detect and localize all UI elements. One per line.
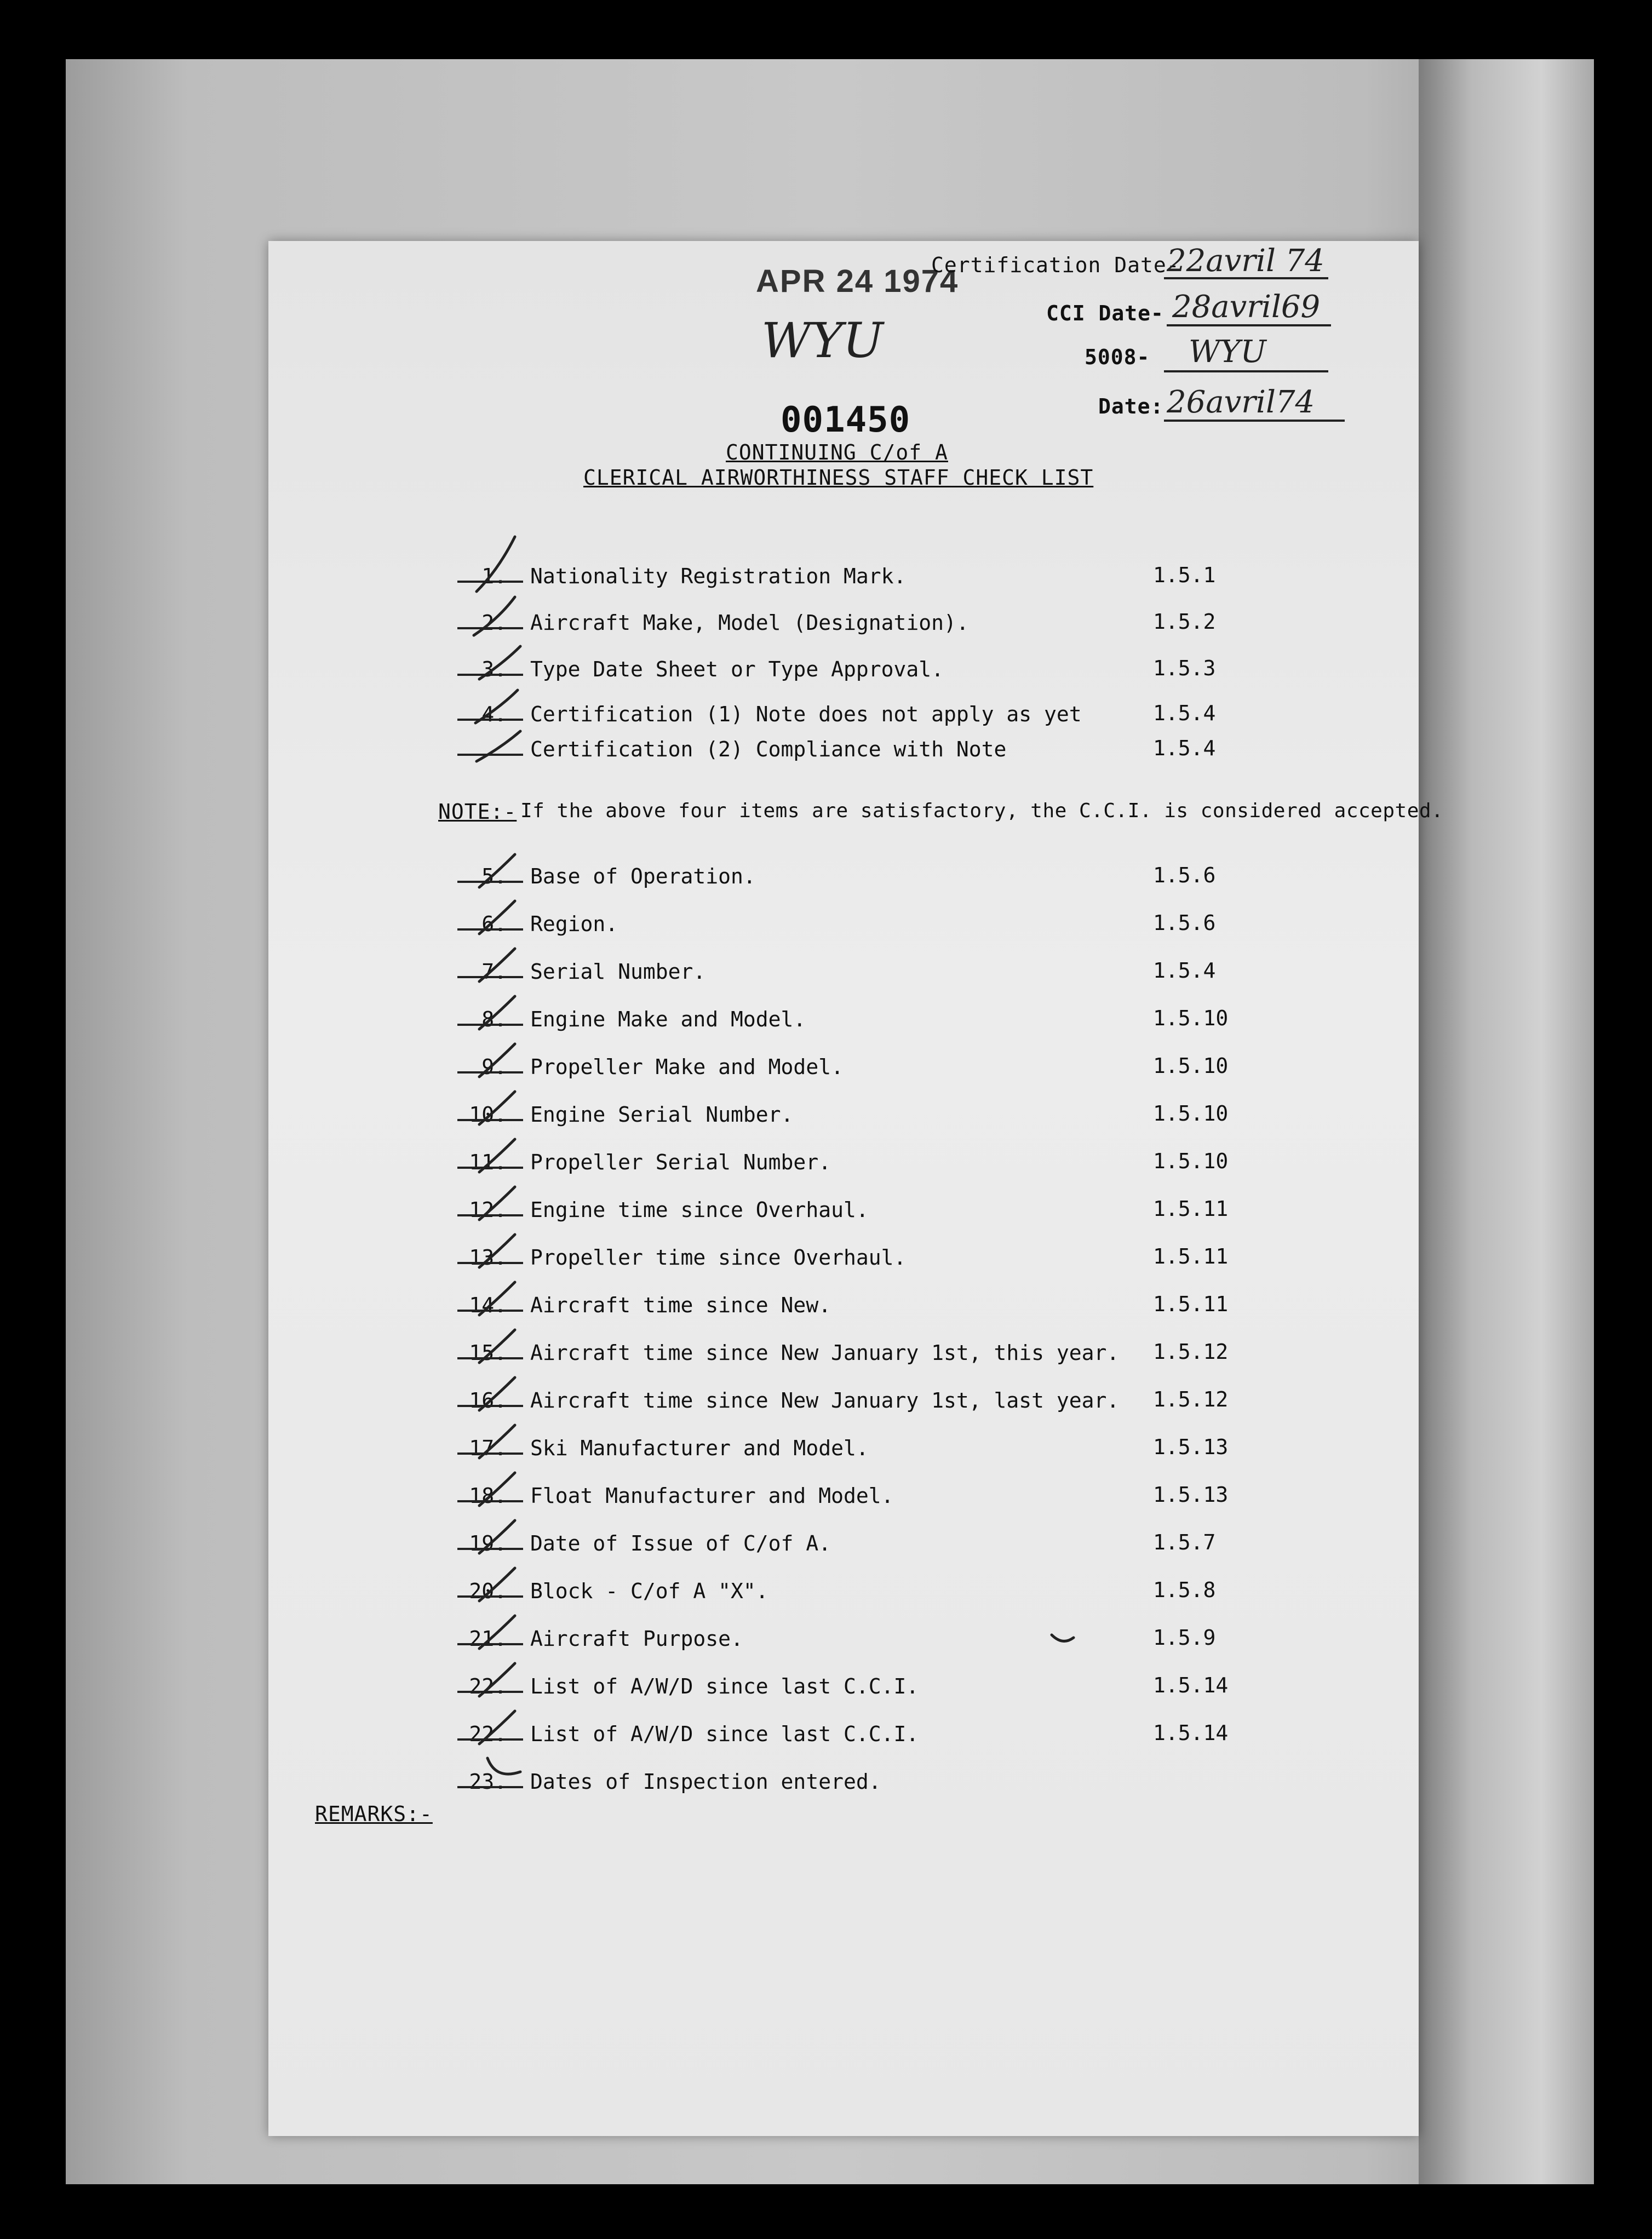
item-number: 4. bbox=[481, 702, 507, 726]
item-text: List of A/W/D since last C.C.I. bbox=[530, 1674, 919, 1698]
item-text: Base of Operation. bbox=[530, 864, 756, 888]
item-number: 11. bbox=[469, 1150, 507, 1174]
checkmark-strokes bbox=[474, 537, 1074, 1774]
item-reference: 1.5.14 bbox=[1153, 1673, 1229, 1697]
item-reference: 1.5.10 bbox=[1153, 1006, 1229, 1030]
item-number: 10. bbox=[469, 1103, 507, 1127]
item-reference: 1.5.7 bbox=[1153, 1530, 1216, 1554]
checklist-document bbox=[268, 241, 1444, 2136]
form-5008-label: 5008- bbox=[1085, 345, 1150, 369]
handwritten-checkmarks bbox=[268, 241, 1419, 2136]
item-reference: 1.5.10 bbox=[1153, 1101, 1229, 1126]
item-text: Aircraft time since New. bbox=[530, 1293, 831, 1317]
item-text: Engine time since Overhaul. bbox=[530, 1198, 869, 1222]
item-number: 22. bbox=[469, 1674, 507, 1698]
item-reference: 1.5.6 bbox=[1153, 863, 1216, 887]
item-reference: 1.5.4 bbox=[1153, 736, 1216, 760]
initials-handwritten: WYU bbox=[761, 312, 884, 369]
item-text: Serial Number. bbox=[530, 960, 706, 984]
item-number: 21. bbox=[469, 1627, 507, 1651]
item-reference: 1.5.13 bbox=[1153, 1483, 1229, 1507]
item-number: 13. bbox=[469, 1245, 507, 1270]
item-reference: 1.5.14 bbox=[1153, 1721, 1229, 1745]
note-text: If the above four items are satisfactory, the C.C.I. is considered accepted. bbox=[520, 800, 1444, 822]
item-number: 12. bbox=[469, 1198, 507, 1222]
item-text: Engine Serial Number. bbox=[530, 1103, 794, 1127]
item-reference: 1.5.8 bbox=[1153, 1578, 1216, 1602]
item-number: 9. bbox=[481, 1055, 507, 1079]
item-number: 14. bbox=[469, 1293, 507, 1317]
item-text: Engine Make and Model. bbox=[530, 1007, 806, 1031]
item-number: 7. bbox=[481, 960, 507, 984]
item-reference: 1.5.12 bbox=[1153, 1340, 1229, 1364]
item-reference: 1.5.12 bbox=[1153, 1387, 1229, 1411]
item-number: 17. bbox=[469, 1436, 507, 1460]
item-text: Nationality Registration Mark. bbox=[530, 564, 907, 588]
item-reference: 1.5.11 bbox=[1153, 1244, 1229, 1268]
check-blank[interactable] bbox=[457, 1786, 523, 1788]
item-reference: 1.5.4 bbox=[1153, 701, 1216, 725]
title-line-2: CLERICAL AIRWORTHINESS STAFF CHECK LIST bbox=[583, 466, 1094, 490]
item-reference: 1.5.1 bbox=[1153, 563, 1216, 587]
date-value: 26avril74 bbox=[1167, 384, 1315, 420]
item-text: List of A/W/D since last C.C.I. bbox=[530, 1722, 919, 1746]
item-text: Type Date Sheet or Type Approval. bbox=[530, 657, 944, 681]
item-number: 15. bbox=[469, 1341, 507, 1365]
cci-date-value: 28avril69 bbox=[1172, 289, 1321, 325]
item-text: Certification (1) Note does not apply as yet bbox=[530, 702, 1082, 726]
item-number: 1. bbox=[481, 564, 507, 588]
title-line-1: CONTINUING C/of A bbox=[726, 440, 948, 464]
item-reference: 1.5.10 bbox=[1153, 1149, 1229, 1173]
item-text: Aircraft time since New January 1st, this year. bbox=[530, 1341, 1120, 1365]
item-reference: 1.5.3 bbox=[1153, 656, 1216, 680]
item-reference: 1.5.6 bbox=[1153, 911, 1216, 935]
doc-number: 001450 bbox=[781, 400, 911, 440]
item-reference: 1.5.9 bbox=[1153, 1626, 1216, 1650]
cci-date-label: CCI Date- bbox=[1046, 301, 1164, 325]
item-number: 22. bbox=[469, 1722, 507, 1746]
item-reference: 1.5.2 bbox=[1153, 610, 1216, 634]
item-number: 16. bbox=[469, 1388, 507, 1413]
item-number: 2. bbox=[481, 611, 507, 635]
item-reference: 1.5.11 bbox=[1153, 1197, 1229, 1221]
item-text: Aircraft time since New January 1st, last year. bbox=[530, 1388, 1120, 1413]
item-text: Propeller Serial Number. bbox=[530, 1150, 831, 1174]
item-number: 6. bbox=[481, 912, 507, 936]
received-date-stamp: APR 24 1974 bbox=[756, 263, 959, 299]
item-text: Propeller time since Overhaul. bbox=[530, 1245, 907, 1270]
form-5008-value: WYU bbox=[1189, 334, 1266, 370]
item-text: Block - C/of A "X". bbox=[530, 1579, 768, 1603]
item-number: 20. bbox=[469, 1579, 507, 1603]
item-text: Dates of Inspection entered. bbox=[530, 1770, 881, 1794]
item-number: 3. bbox=[481, 657, 507, 681]
item-number: 18. bbox=[469, 1484, 507, 1508]
item-text: Certification (2) Compliance with Note bbox=[530, 737, 1007, 761]
date-label: Date: bbox=[1098, 394, 1164, 418]
item-number: 5. bbox=[481, 864, 507, 888]
certification-date-value: 22avril 74 bbox=[1167, 243, 1324, 279]
item-text: Aircraft Purpose. bbox=[530, 1627, 743, 1651]
item-text: Float Manufacturer and Model. bbox=[530, 1484, 894, 1508]
item-text: Date of Issue of C/of A. bbox=[530, 1531, 831, 1555]
item-text: Ski Manufacturer and Model. bbox=[530, 1436, 869, 1460]
item-text: Propeller Make and Model. bbox=[530, 1055, 844, 1079]
item-reference: 1.5.10 bbox=[1153, 1054, 1229, 1078]
note-label: NOTE:- bbox=[438, 800, 517, 824]
item-reference: 1.5.4 bbox=[1153, 958, 1216, 983]
remarks-label: REMARKS:- bbox=[315, 1802, 433, 1826]
item-text: Region. bbox=[530, 912, 618, 936]
certification-date-label: Certification Date- bbox=[931, 253, 1180, 277]
item-text: Aircraft Make, Model (Designation). bbox=[530, 611, 969, 635]
item-reference: 1.5.11 bbox=[1153, 1292, 1229, 1316]
item-number: 23. bbox=[469, 1770, 507, 1794]
item-reference: 1.5.13 bbox=[1153, 1435, 1229, 1459]
item-number: 8. bbox=[481, 1007, 507, 1031]
background-sheet-edge bbox=[1419, 59, 1594, 2184]
item-number: 19. bbox=[469, 1531, 507, 1555]
